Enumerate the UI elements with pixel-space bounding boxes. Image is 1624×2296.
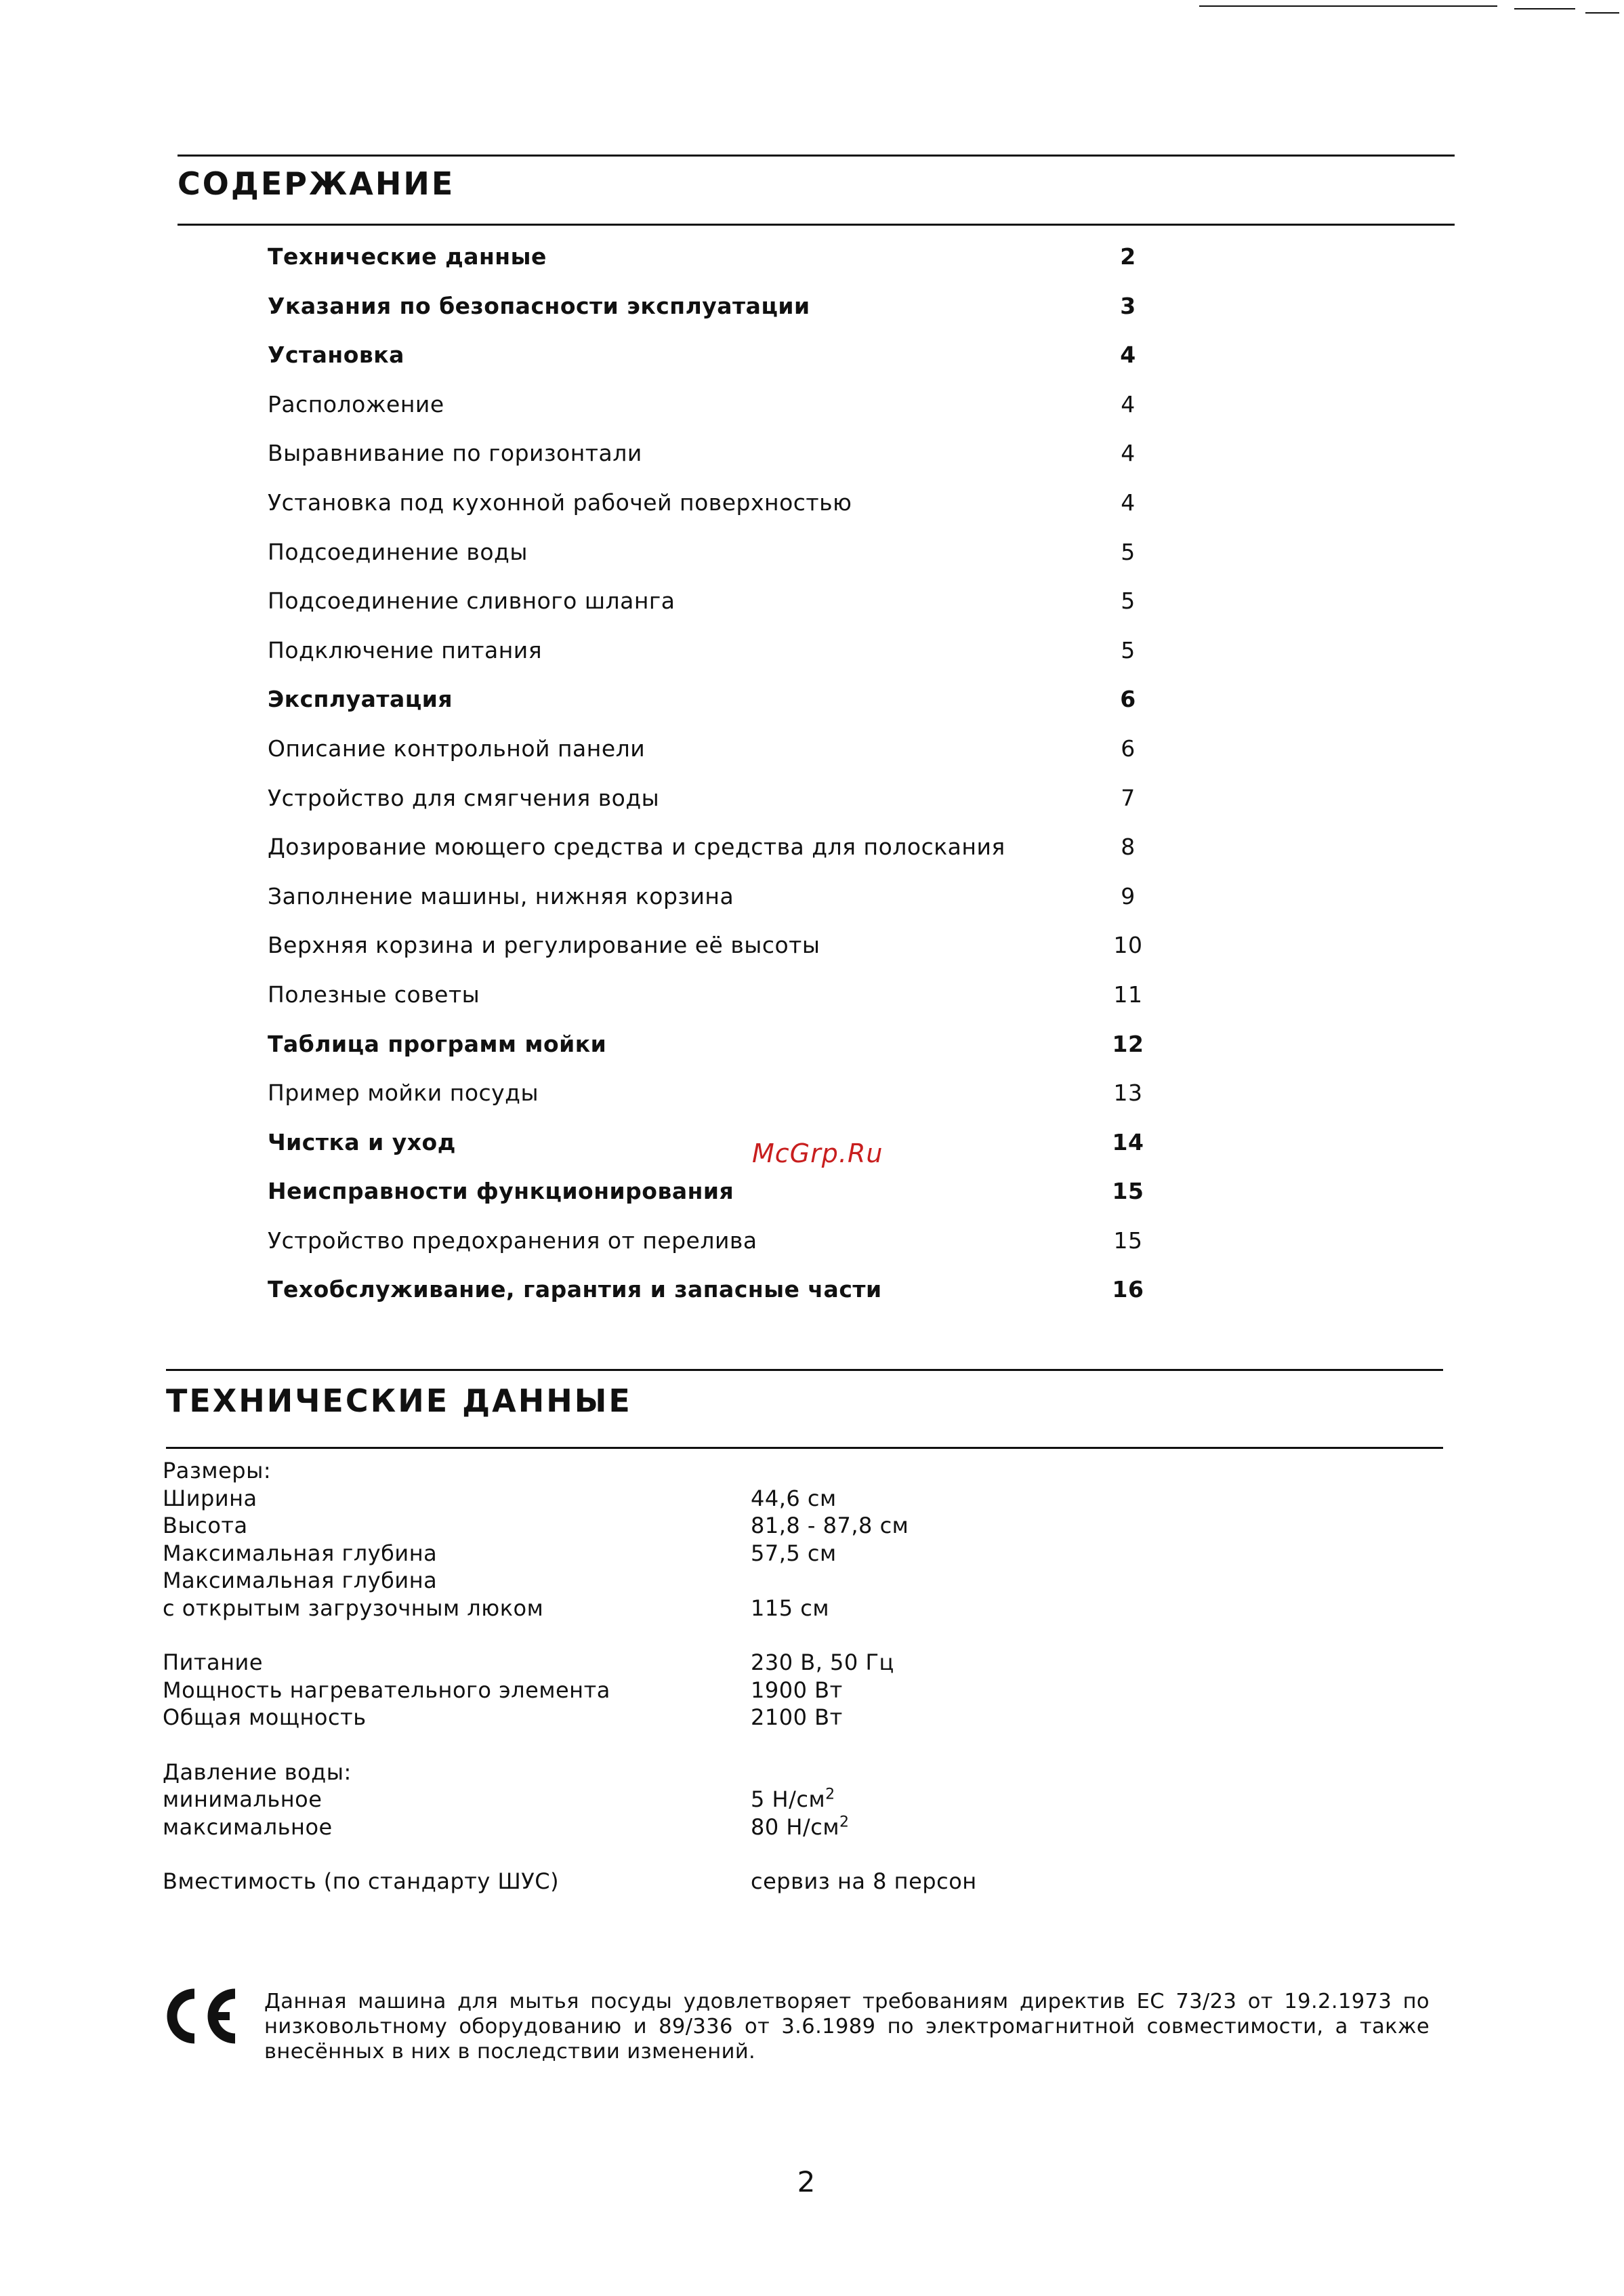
contents-item-page: 8 bbox=[1121, 834, 1136, 861]
contents-item-label: Чистка и уход bbox=[268, 1128, 456, 1155]
contents-item-page: 4 bbox=[1121, 390, 1136, 417]
contents-item-page: 13 bbox=[1113, 1080, 1143, 1107]
contents-item-label: Указания по безопасности эксплуатации bbox=[268, 292, 810, 319]
contents-item-label: Техобслуживание, гарантия и запасные части bbox=[268, 1276, 882, 1303]
tech-title: ТЕХНИЧЕСКИЕ ДАННЫЕ bbox=[166, 1382, 632, 1419]
spec-row bbox=[163, 1485, 1247, 1513]
scan-edge-line bbox=[1199, 5, 1497, 7]
spec-value-text: сервиз на 8 персон bbox=[751, 1868, 977, 1894]
spec-value bbox=[751, 1786, 835, 1813]
contents-item bbox=[268, 774, 1155, 823]
spec-label: Максимальная глубина bbox=[163, 1567, 438, 1593]
spec-value bbox=[751, 1540, 837, 1567]
spec-label: Ширина bbox=[163, 1485, 257, 1511]
page-number: 2 bbox=[797, 2165, 816, 2198]
spec-value bbox=[751, 1704, 843, 1731]
contents-item bbox=[268, 823, 1155, 872]
contents-item bbox=[268, 331, 1155, 380]
spec-row bbox=[163, 1540, 1247, 1567]
spec-value bbox=[751, 1485, 837, 1513]
contents-item bbox=[268, 1020, 1155, 1069]
spec-row bbox=[163, 1457, 1247, 1485]
contents-item-page: 2 bbox=[1120, 243, 1136, 270]
spec-value-text: 115 см bbox=[751, 1595, 829, 1621]
spec-value-superscript: 2 bbox=[839, 1813, 850, 1830]
tech-specs-table bbox=[163, 1457, 1247, 1895]
contents-item-label: Выравнивание по горизонтали bbox=[268, 440, 642, 467]
spec-value-text: 57,5 см bbox=[751, 1540, 837, 1566]
spec-value bbox=[751, 1649, 894, 1677]
contents-item-label: Подсоединение воды bbox=[268, 538, 528, 565]
contents-item-label: Установка под кухонной рабочей поверхностью bbox=[268, 489, 852, 516]
tech-bottom-rule bbox=[166, 1447, 1443, 1449]
spec-label: Общая мощность bbox=[163, 1704, 367, 1730]
contents-item-page: 7 bbox=[1121, 784, 1136, 811]
watermark-text: McGrp.Ru bbox=[752, 1139, 883, 1168]
contents-item-page: 6 bbox=[1120, 686, 1136, 713]
contents-item-label: Верхняя корзина и регулирование её высоты bbox=[268, 932, 820, 959]
contents-item-page: 4 bbox=[1121, 440, 1136, 467]
contents-item bbox=[268, 872, 1155, 922]
spec-label: Высота bbox=[163, 1513, 248, 1538]
spec-row bbox=[163, 1512, 1247, 1540]
contents-item bbox=[268, 675, 1155, 724]
contents-item-page: 10 bbox=[1113, 932, 1143, 959]
contents-item bbox=[268, 528, 1155, 577]
contents-item-page: 14 bbox=[1112, 1128, 1144, 1155]
contents-item bbox=[268, 232, 1155, 282]
contents-item bbox=[268, 1118, 1155, 1168]
contents-item-label: Дозирование моющего средства и средства для полоскания bbox=[268, 834, 1005, 861]
spec-value-text: 230 В, 50 Гц bbox=[751, 1649, 894, 1675]
spec-label: минимальное bbox=[163, 1786, 322, 1812]
contents-item-page: 3 bbox=[1120, 292, 1136, 319]
contents-item bbox=[268, 577, 1155, 626]
contents-item-label: Заполнение машины, нижняя корзина bbox=[268, 882, 734, 909]
contents-item-label: Технические данные bbox=[268, 243, 547, 270]
spec-value-text: 5 Н/см bbox=[751, 1786, 826, 1812]
contents-item bbox=[268, 1216, 1155, 1266]
contents-item bbox=[268, 1265, 1155, 1315]
spec-row bbox=[163, 1677, 1247, 1704]
scan-edge-line bbox=[1514, 8, 1575, 9]
contents-top-rule bbox=[178, 155, 1455, 157]
spec-value-text: 81,8 - 87,8 см bbox=[751, 1513, 909, 1538]
spec-value bbox=[751, 1512, 909, 1540]
spec-label: Мощность нагревательного элемента bbox=[163, 1677, 610, 1703]
spec-label: максимальное bbox=[163, 1813, 333, 1840]
contents-item-page: 4 bbox=[1121, 489, 1136, 516]
contents-item bbox=[268, 478, 1155, 528]
spec-row bbox=[163, 1786, 1247, 1813]
contents-item bbox=[268, 724, 1155, 774]
spec-row bbox=[163, 1704, 1247, 1731]
contents-item-page: 12 bbox=[1112, 1030, 1144, 1057]
spec-value-text: 1900 Вт bbox=[751, 1677, 843, 1703]
contents-item-label: Подсоединение сливного шланга bbox=[268, 588, 675, 615]
scan-edge-line bbox=[1585, 12, 1619, 14]
spec-label: Вместимость (по стандарту ШУС) bbox=[163, 1868, 560, 1894]
contents-item-label: Установка bbox=[268, 342, 404, 369]
contents-item-page: 5 bbox=[1121, 636, 1136, 663]
spec-value bbox=[751, 1595, 829, 1622]
spec-value bbox=[751, 1868, 977, 1895]
spec-row bbox=[163, 1813, 1247, 1841]
contents-item bbox=[268, 282, 1155, 331]
spec-row bbox=[163, 1567, 1247, 1595]
spec-row bbox=[163, 1759, 1247, 1786]
ce-mark-icon bbox=[159, 1986, 244, 2047]
spec-value-superscript: 2 bbox=[825, 1786, 835, 1803]
spec-row bbox=[163, 1649, 1247, 1677]
contents-item-page: 5 bbox=[1121, 538, 1136, 565]
contents-item bbox=[268, 921, 1155, 970]
contents-title: СОДЕРЖАНИЕ bbox=[178, 165, 455, 202]
contents-item-page: 5 bbox=[1121, 588, 1136, 615]
spec-label: Давление воды: bbox=[163, 1759, 352, 1785]
contents-item-label: Подключение питания bbox=[268, 636, 543, 663]
spec-row bbox=[163, 1595, 1247, 1622]
contents-item-label: Устройство предохранения от перелива bbox=[268, 1227, 757, 1254]
spec-value bbox=[751, 1677, 843, 1704]
spec-value-text: 2100 Вт bbox=[751, 1704, 843, 1730]
contents-item-page: 16 bbox=[1112, 1276, 1144, 1303]
contents-item-label: Неисправности функционирования bbox=[268, 1178, 734, 1205]
contents-item-page: 6 bbox=[1121, 735, 1136, 762]
contents-item-label: Эксплуатация bbox=[268, 686, 453, 713]
contents-item-page: 15 bbox=[1112, 1178, 1144, 1205]
contents-item bbox=[268, 626, 1155, 676]
contents-item-label: Описание контрольной панели bbox=[268, 735, 646, 762]
spec-value-text: 44,6 см bbox=[751, 1485, 837, 1511]
contents-item-label: Таблица программ мойки bbox=[268, 1030, 607, 1057]
contents-item bbox=[268, 1167, 1155, 1216]
spec-value-text: 80 Н/см bbox=[751, 1813, 839, 1840]
contents-item-page: 15 bbox=[1113, 1227, 1143, 1254]
contents-item-label: Устройство для смягчения воды bbox=[268, 784, 660, 811]
contents-item-label: Расположение bbox=[268, 390, 444, 417]
spec-label: с открытым загрузочным люком bbox=[163, 1595, 544, 1621]
spec-row bbox=[163, 1868, 1247, 1895]
tech-top-rule bbox=[166, 1369, 1443, 1371]
contents-item bbox=[268, 380, 1155, 430]
spec-label: Размеры: bbox=[163, 1458, 272, 1483]
spec-label: Питание bbox=[163, 1649, 264, 1675]
contents-item bbox=[268, 1069, 1155, 1118]
ce-conformity-text: Данная машина для мытья посуды удовлетворяет требованиям директив ЕС 73/23 от 19.2.1973 по низковольтному оборудованию и 89/336 от 3.6.1989 по электромагнитной совместимости, а также внесённых в них в последствии изменений. bbox=[264, 1990, 1430, 2064]
contents-list bbox=[268, 232, 1155, 1315]
contents-item-page: 11 bbox=[1113, 981, 1143, 1008]
contents-item-page: 9 bbox=[1121, 882, 1136, 909]
spec-value bbox=[751, 1813, 849, 1841]
spec-label: Максимальная глубина bbox=[163, 1540, 438, 1566]
contents-item-label: Пример мойки посуды bbox=[268, 1080, 539, 1107]
contents-item bbox=[268, 970, 1155, 1020]
contents-bottom-rule bbox=[178, 224, 1455, 226]
contents-item-label: Полезные советы bbox=[268, 981, 480, 1008]
contents-item bbox=[268, 429, 1155, 478]
contents-item-page: 4 bbox=[1120, 342, 1136, 369]
